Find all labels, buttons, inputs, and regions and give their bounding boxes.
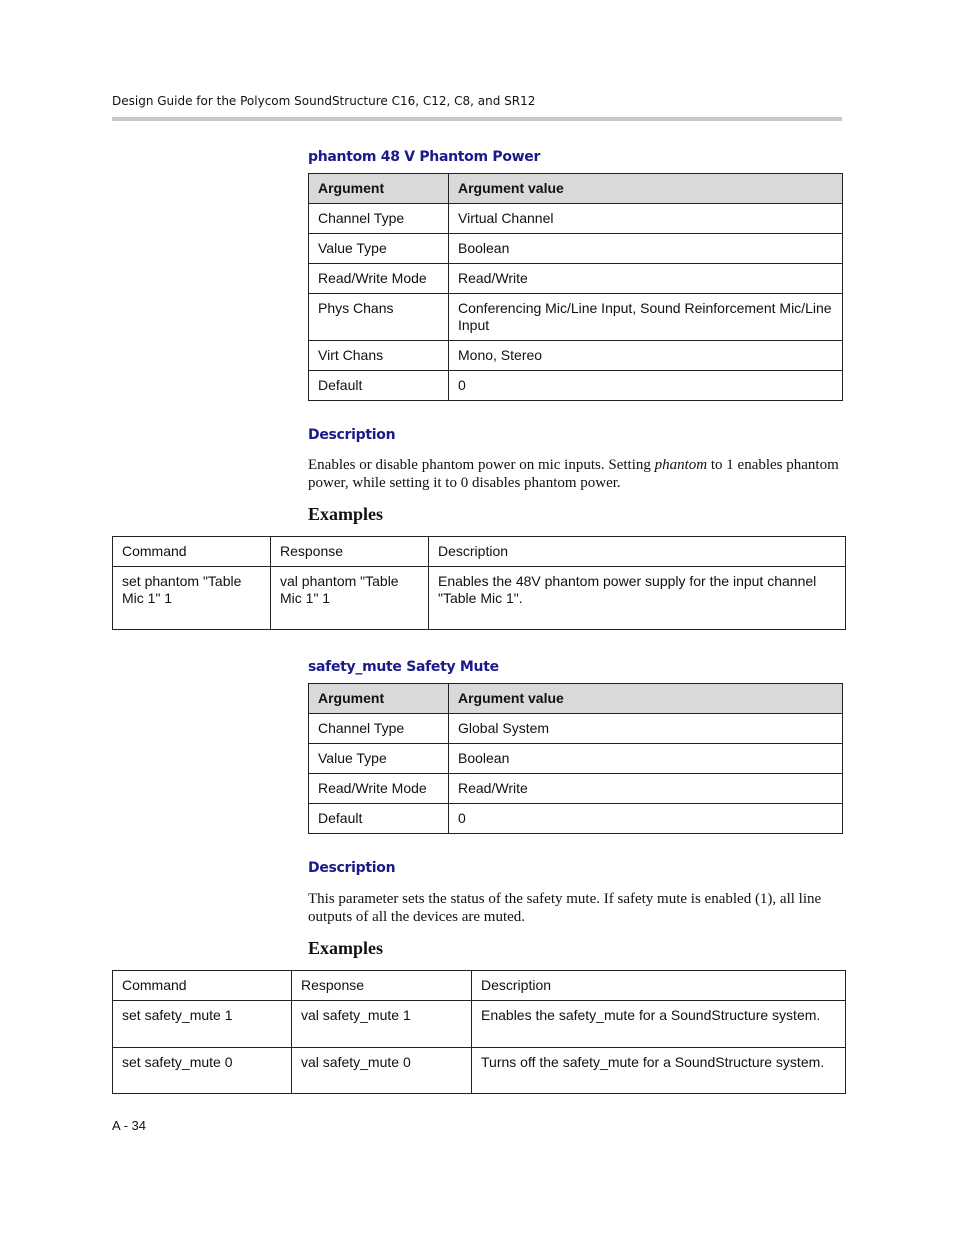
argument-value-cell: Virtual Channel: [449, 204, 843, 234]
argument-cell: Channel Type: [309, 204, 449, 234]
argument-value-cell: Read/Write: [449, 774, 843, 804]
description-header: Description: [472, 971, 846, 1001]
argument-value-cell: Mono, Stereo: [449, 341, 843, 371]
argument-cell: Phys Chans: [309, 294, 449, 341]
safety-mute-section-title: safety_mute Safety Mute: [308, 659, 499, 675]
description-header: Description: [429, 537, 846, 567]
argument-cell: Value Type: [309, 744, 449, 774]
argument-value-cell: Read/Write: [449, 264, 843, 294]
command-cell: set safety_mute 1: [113, 1001, 292, 1048]
description-cell: Enables the 48V phantom power supply for the input channel "Table Mic 1".: [429, 567, 846, 630]
argument-value-cell: Global System: [449, 714, 843, 744]
safety-mute-description-text: This parameter sets the status of the safety mute. If safety mute is enabled (1), all line outputs of all the devices are muted.: [308, 891, 822, 925]
argument-value-cell: Boolean: [449, 744, 843, 774]
response-cell: val phantom "Table Mic 1" 1: [271, 567, 429, 630]
response-header: Response: [292, 971, 472, 1001]
argument-header: Argument: [309, 684, 449, 714]
command-header: Command: [113, 537, 271, 567]
response-header: Response: [271, 537, 429, 567]
response-cell: val safety_mute 1: [292, 1001, 472, 1048]
argument-cell: Channel Type: [309, 714, 449, 744]
phantom-description-heading: Description: [308, 427, 396, 443]
phantom-examples-heading: Examples: [308, 504, 384, 524]
description-cell: Turns off the safety_mute for a SoundStructure system.: [472, 1048, 846, 1094]
argument-cell: Read/Write Mode: [309, 774, 449, 804]
command-cell: set safety_mute 0: [113, 1048, 292, 1094]
description-text-end: to 1 enables phantom power, while setting it to 0 disables phantom power.: [308, 457, 839, 491]
argument-cell: Default: [309, 804, 449, 834]
description-cell: Enables the safety_mute for a SoundStructure system.: [472, 1001, 846, 1048]
header-rule: [112, 117, 842, 121]
description-text-start: Enables or disable phantom power on mic inputs. Setting: [308, 457, 655, 473]
description-param-name: phantom: [654, 457, 708, 473]
argument-value-cell: 0: [449, 804, 843, 834]
argument-cell: Virt Chans: [309, 341, 449, 371]
argument-header: Argument: [309, 174, 449, 204]
argument-cell: Default: [309, 371, 449, 401]
safety-mute-examples-heading: Examples: [308, 938, 384, 958]
safety-mute-argument-table: [308, 683, 843, 834]
argument-cell: Value Type: [309, 234, 449, 264]
safety-mute-description-heading: Description: [308, 860, 396, 876]
argument-value-header: Argument value: [449, 174, 843, 204]
argument-value-header: Argument value: [449, 684, 843, 714]
response-cell: val safety_mute 0: [292, 1048, 472, 1094]
argument-cell: Read/Write Mode: [309, 264, 449, 294]
page-number: A - 34: [112, 1118, 146, 1133]
command-cell: set phantom "Table Mic 1" 1: [113, 567, 271, 630]
phantom-description-text: [308, 456, 842, 492]
argument-value-cell: 0: [449, 371, 843, 401]
safety-mute-examples-table: [112, 970, 846, 1094]
argument-value-cell: Conferencing Mic/Line Input, Sound Reinforcement Mic/Line Input: [449, 294, 843, 341]
phantom-examples-table: [112, 536, 846, 630]
argument-value-cell: Boolean: [449, 234, 843, 264]
command-header: Command: [113, 971, 292, 1001]
running-header: Design Guide for the Polycom SoundStructure C16, C12, C8, and SR12: [112, 94, 536, 108]
phantom-argument-table: [308, 173, 843, 401]
phantom-section-title: phantom 48 V Phantom Power: [308, 149, 541, 165]
